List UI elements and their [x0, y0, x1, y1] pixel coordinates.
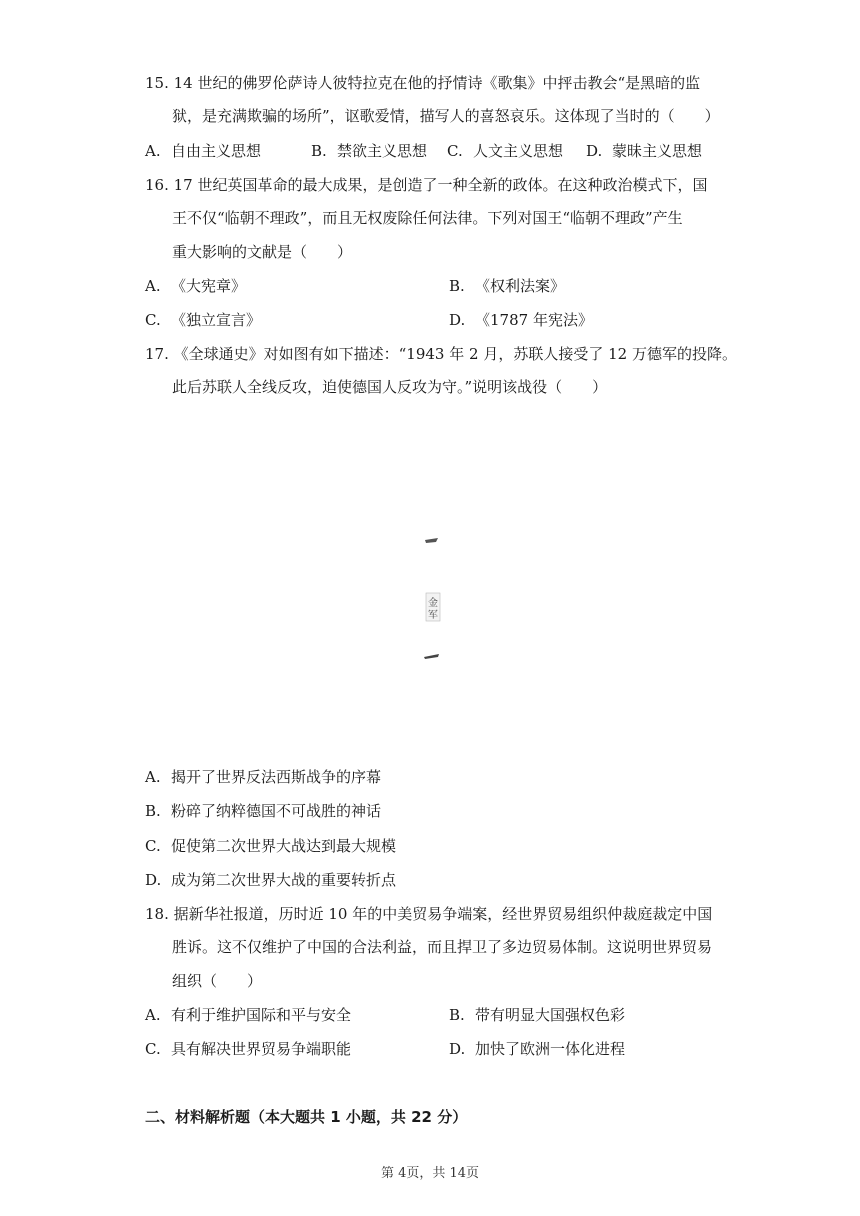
option-text: 自由主义思想	[171, 142, 262, 160]
q17-option-a[interactable]	[145, 767, 381, 787]
q16-stem-line2: 王不仅“临朝不理政”，而且无权废除任何法律。下列对国王“临朝不理政”产生	[172, 209, 683, 227]
option-text: 粉碎了纳粹德国不可战胜的神话	[171, 802, 382, 820]
figure-fragments	[418, 530, 448, 660]
option-text: 《1787 年宪法》	[475, 311, 593, 329]
q17-option-d[interactable]	[145, 870, 396, 890]
option-text: 蒙昧主义思想	[612, 142, 703, 160]
section-heading: 二、材料解析题（本大题共 1 小题，共 22 分）	[145, 1108, 468, 1126]
option-letter: B.	[311, 142, 327, 160]
q17-option-b[interactable]	[145, 801, 381, 821]
q16-stem-line1: 16. 17 世纪英国革命的最大成果，是创造了一种全新的政体。在这种政治模式下，国	[145, 176, 708, 194]
option-text: 禁欲主义思想	[337, 142, 428, 160]
option-text: 揭开了世界反法西斯战争的序幕	[171, 768, 382, 786]
option-text: 成为第二次世界大战的重要转折点	[171, 871, 397, 889]
figure-label-char1: 金	[428, 598, 438, 609]
option-letter: C.	[145, 1040, 161, 1058]
q17-option-c[interactable]	[145, 836, 396, 856]
q16-stem-line3: 重大影响的文献是（ ）	[172, 243, 353, 261]
q18-option-b[interactable]	[449, 1005, 625, 1025]
q15-stem-line2: 狱，是充满欺骗的场所”，讴歌爱情，描写人的喜怒哀乐。这体现了当时的（ ）	[172, 107, 720, 125]
option-letter: A.	[145, 1006, 161, 1024]
figure-stroke-bottom	[424, 654, 439, 659]
figure-stroke-top	[425, 538, 438, 543]
option-letter: D.	[145, 871, 162, 889]
option-text: 加快了欧洲一体化进程	[475, 1040, 626, 1058]
option-letter: D.	[586, 142, 603, 160]
q18-stem-line2: 胜诉。这不仅维护了中国的合法利益，而且捍卫了多边贸易体制。这说明世界贸易	[172, 938, 713, 956]
q18-option-a[interactable]	[145, 1005, 351, 1025]
option-text: 促使第二次世界大战达到最大规模	[171, 837, 397, 855]
q18-stem-line3: 组织（ ）	[172, 972, 263, 990]
option-text: 人文主义思想	[473, 142, 564, 160]
q16-option-d[interactable]	[449, 310, 593, 330]
option-letter: D.	[449, 1040, 466, 1058]
option-letter: B.	[449, 1006, 465, 1024]
q17-figure	[418, 530, 448, 660]
q16-option-b[interactable]	[449, 276, 565, 296]
q16-option-a[interactable]	[145, 276, 246, 296]
q15-option-d[interactable]	[586, 141, 702, 161]
option-letter: A.	[145, 277, 161, 295]
q15-option-c[interactable]	[447, 141, 586, 161]
option-text: 《大宪章》	[171, 277, 247, 295]
q18-stem-line1: 18. 据新华社报道，历时近 10 年的中美贸易争端案，经世界贸易组织仲裁庭裁定中国	[145, 905, 713, 923]
option-text: 《权利法案》	[475, 277, 566, 295]
option-letter: D.	[449, 311, 466, 329]
option-letter: C.	[145, 311, 161, 329]
q18-option-d[interactable]	[449, 1039, 625, 1059]
q18-option-c[interactable]	[145, 1039, 351, 1059]
page-number-footer: 第 4页，共 14页	[380, 1166, 480, 1181]
option-text: 具有解决世界贸易争端职能	[171, 1040, 352, 1058]
option-letter: A.	[145, 768, 161, 786]
q17-stem-line1: 17. 《全球通史》对如图有如下描述：“1943 年 2 月，苏联人接受了 12 万德军的投降。	[145, 345, 737, 363]
q15-option-a[interactable]	[145, 141, 311, 161]
q15-options-row	[145, 141, 702, 161]
option-letter: B.	[449, 277, 465, 295]
option-text: 带有明显大国强权色彩	[475, 1006, 626, 1024]
q15-stem-line1: 15. 14 世纪的佛罗伦萨诗人彼特拉克在他的抒情诗《歌集》中抨击教会“是黑暗的监	[145, 74, 701, 92]
figure-label-char2: 军	[428, 610, 438, 621]
q15-option-b[interactable]	[311, 141, 447, 161]
option-letter: B.	[145, 802, 161, 820]
q16-option-c[interactable]	[145, 310, 261, 330]
option-letter: A.	[145, 142, 161, 160]
option-letter: C.	[447, 142, 463, 160]
option-text: 有利于维护国际和平与安全	[171, 1006, 352, 1024]
option-letter: C.	[145, 837, 161, 855]
option-text: 《独立宣言》	[171, 311, 262, 329]
q17-stem-line2: 此后苏联人全线反攻，迫使德国人反攻为守。”说明该战役（ ）	[172, 378, 608, 396]
